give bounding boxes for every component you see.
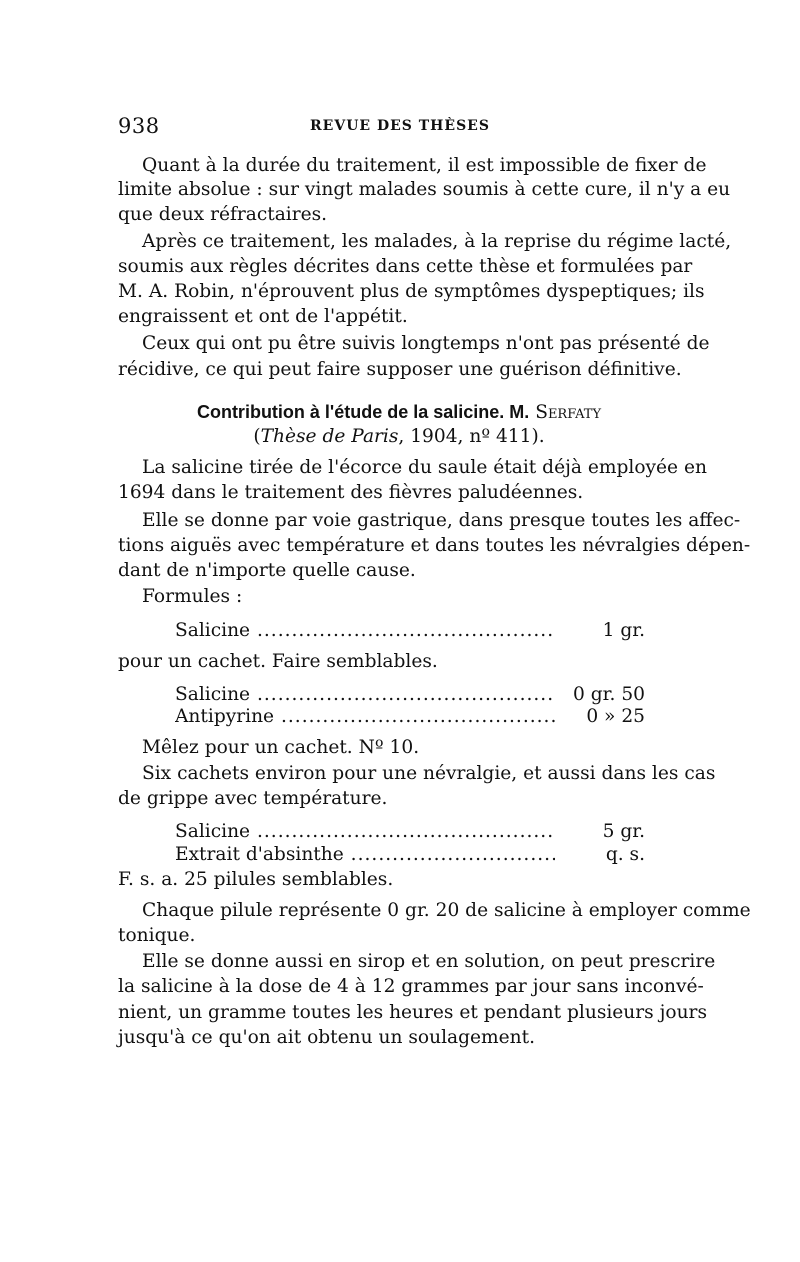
formula-quantity: 1 gr. [602, 620, 645, 641]
formula-quantity: 5 gr. [602, 821, 645, 842]
citation-source: Thèse de Paris [260, 426, 399, 447]
text-line: tonique. [118, 925, 196, 946]
citation-paren: ( [253, 426, 261, 447]
text-line: nient, un gramme toutes les heures et pendant plusieurs jours [118, 1002, 707, 1023]
formula-note: pour un cachet. Faire semblables. [118, 651, 438, 672]
text-line: M. A. Robin, n'éprouvent plus de symptômes dyspeptiques; ils [118, 281, 705, 302]
formula-quantity: 0 gr. 50 [573, 684, 645, 705]
section-citation [118, 425, 680, 449]
text-line: Six cachets environ pour une névralgie, et aussi dans les cas [142, 763, 716, 784]
formules-label: Formules : [142, 586, 243, 607]
text-line: récidive, ce qui peut faire supposer une guérison définitive. [118, 359, 682, 380]
citation-rest: , 1904, nº 411). [398, 426, 545, 447]
formula-quantity: 0 » 25 [586, 706, 645, 727]
running-head: REVUE DES THÈSES [310, 118, 490, 134]
formula-quantity: q. s. [605, 844, 645, 865]
text-line: soumis aux règles décrites dans cette thèse et formulées par [118, 256, 693, 277]
formula-note: Mêlez pour un cachet. Nº 10. [142, 737, 420, 758]
formula-note: F. s. a. 25 pilules semblables. [118, 869, 394, 890]
formula-ingredient: Extrait d'absinthe ..... [175, 843, 555, 867]
text-line: La salicine tirée de l'écorce du saule était déjà employée en [142, 457, 707, 478]
text-line: la salicine à la dose de 4 à 12 grammes par jour sans inconvé- [118, 976, 704, 997]
formula-ingredient: Antipyrine ..... [175, 705, 555, 729]
text-line: jusqu'à ce qu'on ait obtenu un soulagement. [118, 1027, 536, 1048]
formula-ingredient: Salicine ..... [175, 683, 555, 707]
text-line: Après ce traitement, les malades, à la reprise du régime lacté, [142, 231, 732, 252]
text-line: Elle se donne par voie gastrique, dans presque toutes les affec- [142, 510, 741, 531]
page-number: 938 [118, 114, 160, 138]
text-line: tions aiguës avec température et dans toutes les névralgies dépen- [118, 535, 751, 556]
text-line: engraissent et ont de l'appétit. [118, 306, 408, 327]
formula-ingredient: Salicine ..... [175, 820, 555, 844]
text-line: Ceux qui ont pu être suivis longtemps n'ont pas présenté de [142, 333, 710, 354]
text-line: de grippe avec température. [118, 788, 388, 809]
section-heading [118, 400, 680, 424]
text-line: dant de n'importe quelle cause. [118, 560, 416, 581]
text-line: Chaque pilule représente 0 gr. 20 de salicine à employer comme [142, 900, 751, 921]
text-line: Elle se donne aussi en sirop et en solution, on peut prescrire [142, 951, 716, 972]
text-line: que deux réfractaires. [118, 204, 328, 225]
formula-ingredient: Salicine ..... [175, 619, 555, 643]
section-title: Contribution à l'étude de la salicine. M. [196, 402, 530, 422]
text-line: Quant à la durée du traitement, il est impossible de fixer de [142, 155, 707, 176]
text-line: limite absolue : sur vingt malades soumis à cette cure, il n'y a eu [118, 179, 731, 200]
text-line: 1694 dans le traitement des fièvres paludéennes. [118, 482, 584, 503]
section-author: Serfaty [535, 402, 602, 423]
